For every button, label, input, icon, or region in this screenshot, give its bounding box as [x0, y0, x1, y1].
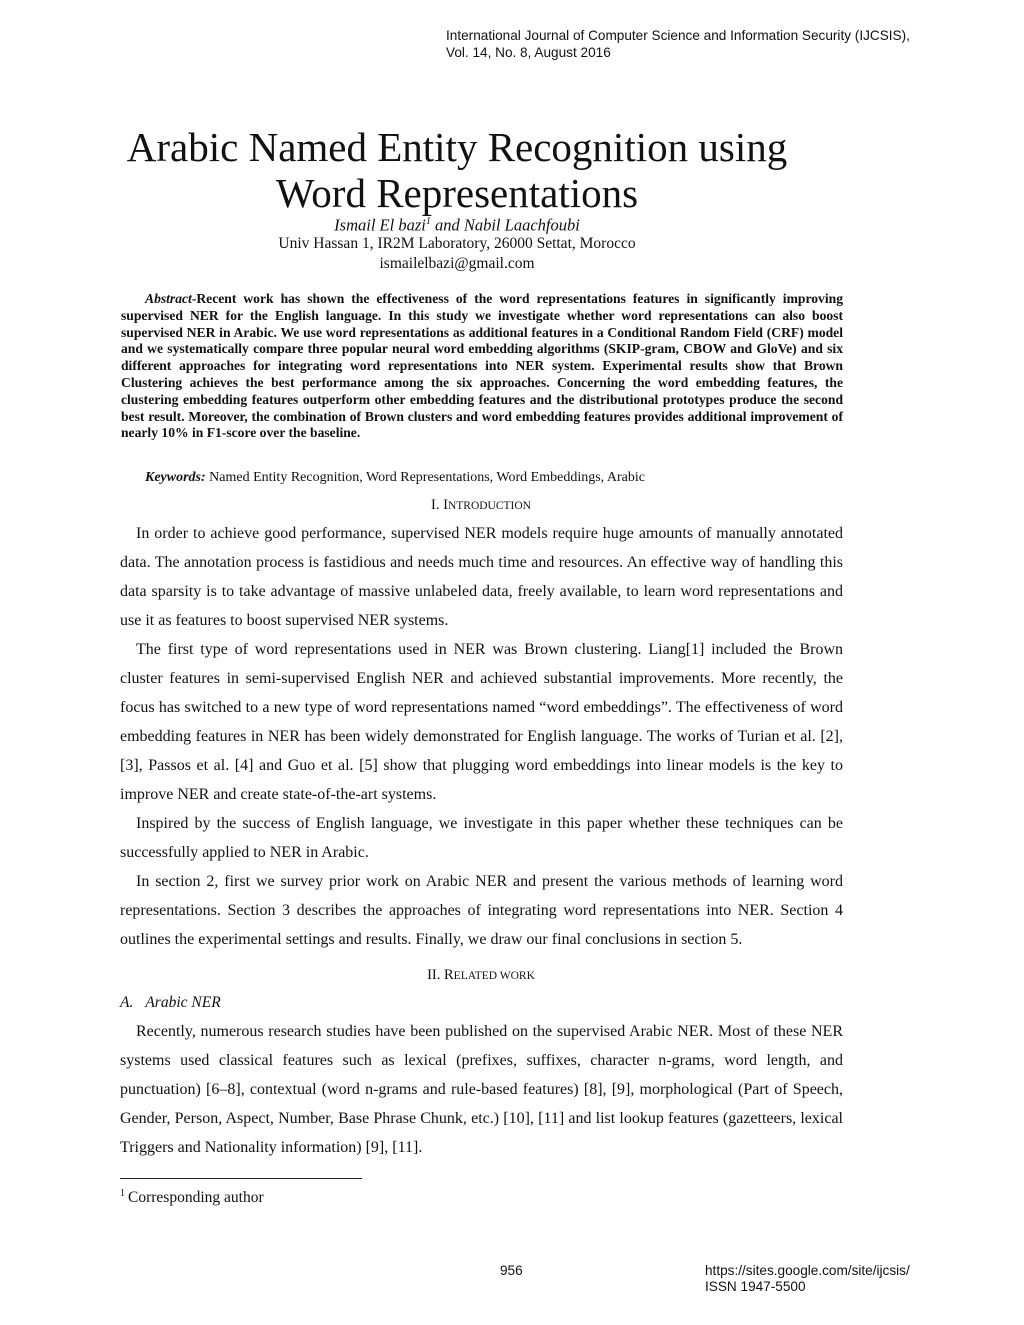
- journal-volume: Vol. 14, No. 8, August 2016: [446, 45, 611, 60]
- footnote-mark: 1: [120, 1188, 125, 1199]
- footer-info: [705, 1263, 910, 1295]
- section-title-initial: R: [444, 967, 454, 983]
- subsection-heading-arabic-ner: [120, 993, 221, 1013]
- section-title-rest: NTRODUCTION: [447, 500, 531, 512]
- paper-title-line1: Arabic Named Entity Recognition using: [126, 124, 788, 170]
- subsection-number: A.: [120, 994, 134, 1011]
- related-work-body: [120, 1017, 843, 1162]
- intro-paragraph-4: In section 2, first we survey prior work on Arabic NER and present the various methods of learning word representations. Section 3 describes the approaches of integrating word representations into NER. Section 4 outlines the experimental settings and results. Finally, we draw our final conclusions in section 5.: [120, 873, 843, 948]
- footnote: [120, 1184, 264, 1208]
- footnote-divider: [120, 1178, 362, 1179]
- journal-name: International Journal of Computer Science and Information Security (IJCSIS),: [446, 28, 910, 43]
- intro-paragraph-1: In order to achieve good performance, supervised NER models require huge amounts of manually annotated data. The annotation process is fastidious and needs much time and resources. An effective way of handling this data sparsity is to take advantage of massive unlabeled data, freely available, to learn word representations and use it as features to boost supervised NER systems.: [120, 525, 843, 629]
- intro-paragraph-2: The first type of word representations used in NER was Brown clustering. Liang[1] included the Brown cluster features in semi-supervised English NER and achieved substantial improvements. More recently, the focus has switched to a new type of word representations named “word embeddings”. The effectiveness of word embedding features in NER has been widely demonstrated for English language. The works of Turian et al. [2], [3], Passos et al. [4] and Guo et al. [5] show that plugging word embeddings into linear models is the key to improve NER and create state-of-the-art systems.: [120, 641, 843, 803]
- author-email: ismailelbazi@gmail.com: [379, 255, 535, 272]
- paper-title-line2: Word Representations: [275, 170, 639, 216]
- author-line: [120, 212, 794, 236]
- author-2: and Nabil Laachfoubi: [430, 215, 580, 235]
- section-number: I.: [431, 497, 440, 513]
- section-title-rest: ELATED WORK: [453, 970, 535, 982]
- author-1-footnote-mark: 1: [425, 216, 431, 227]
- journal-header: [446, 27, 910, 61]
- journal-url[interactable]: https://sites.google.com/site/ijcsis/: [705, 1263, 910, 1278]
- author-1: Ismail El bazi: [334, 215, 426, 235]
- footnote-text: Corresponding author: [128, 1189, 264, 1207]
- introduction-body: [120, 519, 843, 954]
- page-number: 956: [500, 1263, 523, 1278]
- abstract-text: -Recent work has shown the effectiveness of the word representations features in significantly improving supervised NER for the English language. In this study we investigate whether word representations can also boost supervised NER in Arabic. We use word representations as additional features in a Conditional Random Field (CRF) model and we systematically compare three popular neural word embedding algorithms (SKIP-gram, CBOW and GloVe) and six different approaches for integrating word representations into NER system. Experimental results show that Brown Clustering achieves the best performance among the six approaches. Concerning the word embedding features, the clustering embedding features outperform other embedding features and the distributional prototypes produce the second best result. Moreover, the combination of Brown clusters and word embedding features provides additional improvement of nearly 10% in F1-score over the baseline.: [121, 291, 843, 441]
- section-number: II.: [427, 967, 441, 983]
- section-heading-related-work: [120, 966, 842, 985]
- affiliation: Univ Hassan 1, IR2M Laboratory, 26000 Settat, Morocco: [278, 235, 636, 252]
- intro-paragraph-3: Inspired by the success of English language, we investigate in this paper whether these techniques can be successfully applied to NER in Arabic.: [120, 815, 843, 861]
- section-heading-introduction: [120, 496, 842, 515]
- related-work-paragraph: Recently, numerous research studies have been published on the supervised Arabic NER. Most of these NER systems used classical features such as lexical (prefixes, suffixes, character n-grams, word length, and punctuation) [6–8], contextual (word n-grams and rule-based features) [8], [9], morphological (Part of Speech, Gender, Person, Aspect, Number, Base Phrase Chunk, etc.) [10], [11] and list lookup features (gazetteers, lexical Triggers and Nationality information) [9], [11].: [120, 1023, 843, 1156]
- keywords-text: Named Entity Recognition, Word Representations, Word Embeddings, Arabic: [205, 470, 645, 485]
- section-title-initial: I: [443, 497, 448, 513]
- keywords-label: Keywords:: [145, 470, 206, 485]
- issn: ISSN 1947-5500: [705, 1279, 806, 1294]
- abstract-label: Abstract: [145, 291, 192, 306]
- abstract: [121, 291, 843, 442]
- subsection-title: Arabic NER: [145, 994, 221, 1011]
- keywords: [145, 469, 645, 487]
